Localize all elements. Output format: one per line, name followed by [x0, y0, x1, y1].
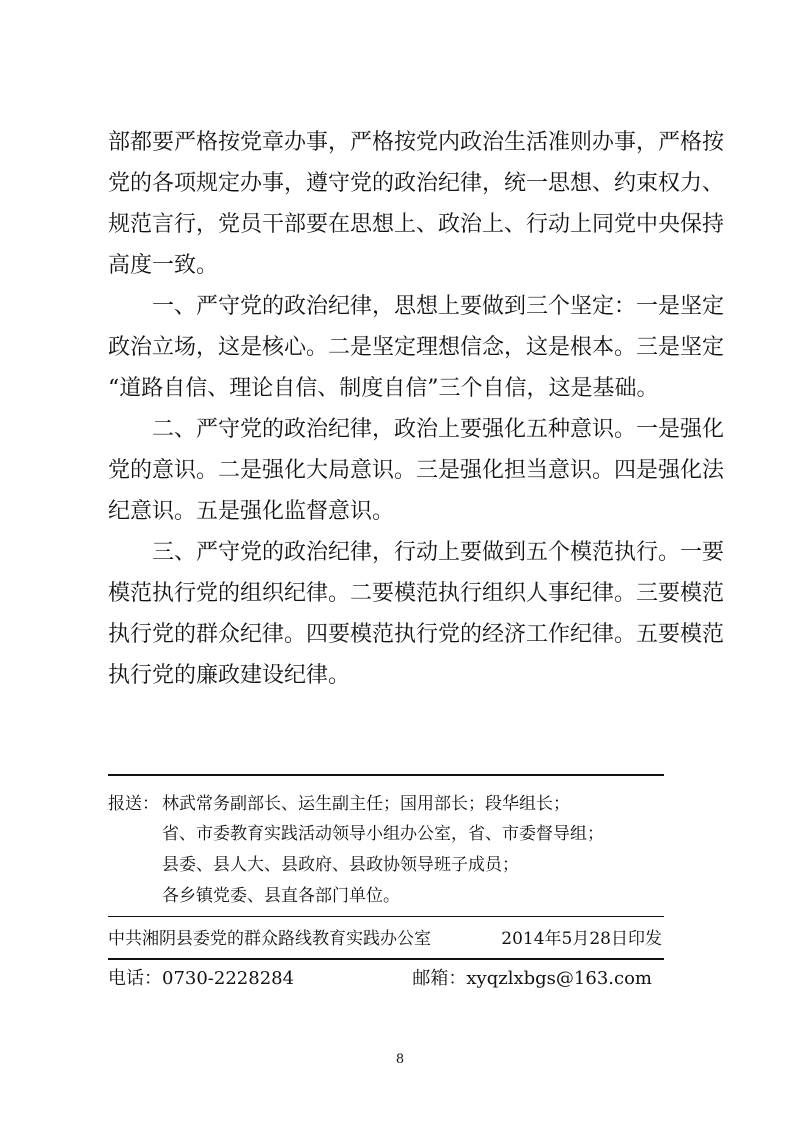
top-divider — [108, 774, 664, 776]
body-line: 二、严守党的政治纪律，政治上要强化五种意识。一是强化 — [152, 417, 725, 442]
distribution-line: 省、市委教育实践活动领导小组办公室，省、市委督导组； — [162, 824, 604, 844]
body-line: 党的意识。二是强化大局意识。三是强化担当意识。四是强化法 — [108, 458, 725, 483]
issuer-office: 中共湘阴县委党的群众路线教育实践办公室 — [108, 929, 431, 949]
distribution-label: 报送： — [108, 794, 159, 814]
issue-date: 2014年5月28日印发 — [501, 929, 662, 949]
body-line: 规范言行，党员干部要在思想上、政治上、行动上同党中央保持 — [108, 212, 725, 237]
body-line: 一、严守党的政治纪律，思想上要做到三个坚定：一是坚定 — [152, 294, 725, 319]
body-line: 高度一致。 — [108, 253, 219, 278]
middle-divider — [108, 916, 664, 917]
distribution-line: 县委、县人大、县政府、县政协领导班子成员； — [162, 855, 519, 875]
body-line: 模范执行党的组织纪律。二要模范执行组织人事纪律。三要模范 — [108, 581, 725, 606]
distribution-line: 林武常务副部长、运生副主任；国用部长；段华组长； — [162, 794, 570, 814]
body-line: 执行党的群众纪律。四要模范执行党的经济工作纪律。五要模范 — [108, 622, 725, 647]
body-line: 党的各项规定办事，遵守党的政治纪律，统一思想、约束权力、 — [108, 171, 725, 196]
contact-phone: 电话：0730-2228284 — [108, 968, 295, 989]
body-line: 三、严守党的政治纪律，行动上要做到五个模范执行。一要 — [152, 540, 725, 565]
body-line: 纪意识。五是强化监督意识。 — [108, 499, 395, 524]
bottom-divider — [108, 958, 664, 960]
body-line: 部都要严格按党章办事，严格按党内政治生活准则办事，严格按 — [108, 130, 725, 155]
body-line: 执行党的廉政建设纪律。 — [108, 663, 351, 688]
body-line: “道路自信、理论自信、制度自信”三个自信，这是基础。 — [108, 376, 659, 401]
page-number: 8 — [395, 1052, 405, 1067]
distribution-line: 各乡镇党委、县直各部门单位。 — [162, 886, 400, 906]
body-line: 政治立场，这是核心。二是坚定理想信念，这是根本。三是坚定 — [108, 335, 725, 360]
contact-email: 邮箱：xyqzlxbgs@163.com — [412, 968, 652, 989]
